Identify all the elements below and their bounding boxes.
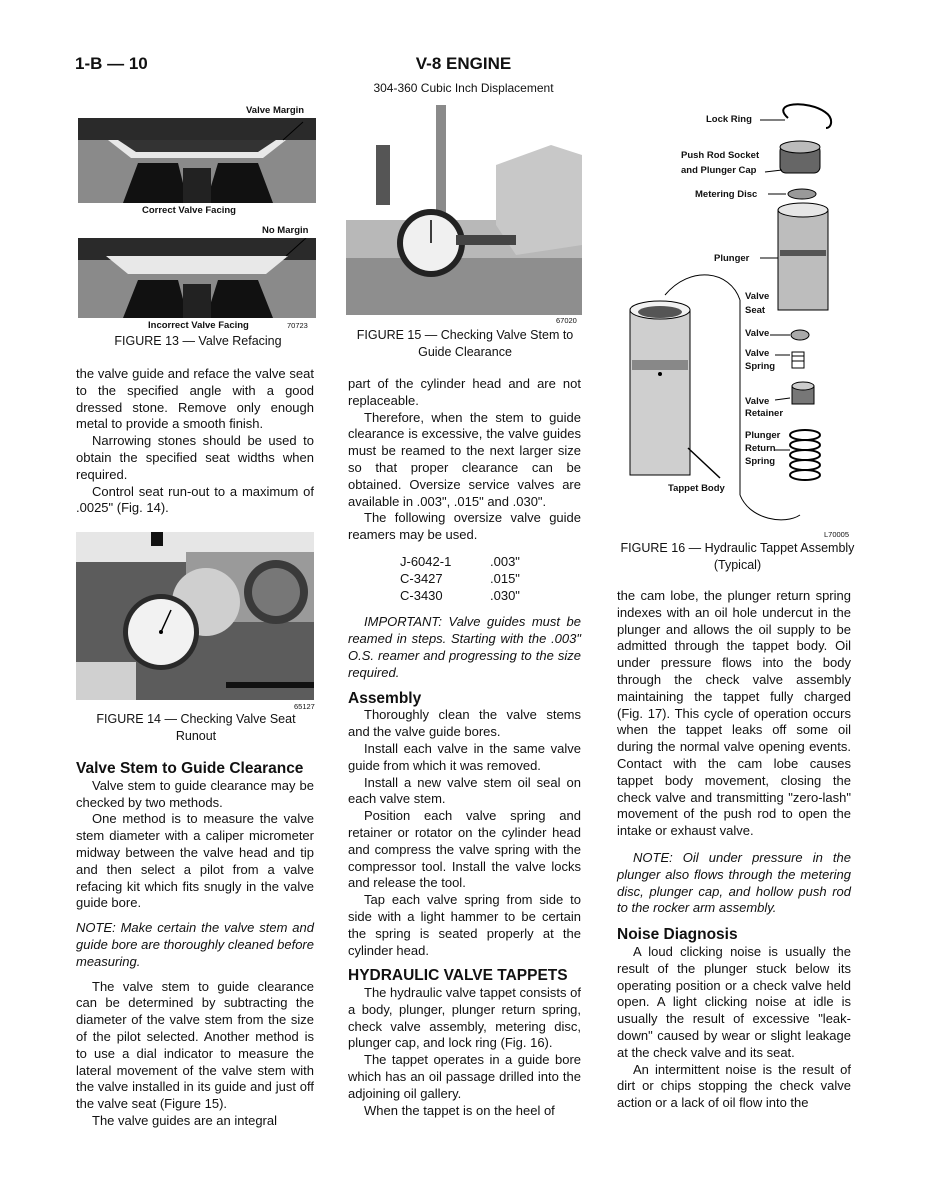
fig13-caption: FIGURE 13 — Valve Refacing <box>114 334 282 348</box>
reamer-row: J-6042-1 .003" <box>400 553 520 569</box>
reamer-table <box>348 554 581 604</box>
fig16-caption: FIGURE 16 — Hydraulic Tappet Assembly (Typical) <box>620 541 855 572</box>
col2-text <box>348 376 581 1119</box>
fig13-incorrect-valve-image <box>78 238 316 318</box>
fig14-photo <box>76 532 314 700</box>
col2-h2: The tappet operates in a guide bore which has an oil passage drilled into the adjoining oil gallery. <box>348 1052 581 1101</box>
col1-p5: One method is to measure the valve stem diameter with a caliper micrometer midway between the valve head and tip and then select a pilot from a valve refacing kit which fits snugly in the valve guide bore. <box>76 811 314 911</box>
col1-bottom-text <box>76 761 314 1130</box>
col2-heading-assembly: Assembly <box>348 689 422 707</box>
fig16-label-return-spring-2: Return <box>745 443 776 454</box>
fig16-label-valve-spring-2: Spring <box>745 361 776 372</box>
col3-heading: Noise Diagnosis <box>617 926 738 944</box>
col2-important: IMPORTANT: Valve guides must be reamed in steps. Starting with the .003" O.S. reamer and progressing to the size required. <box>348 614 581 680</box>
col1-p7: The valve guides are an integral <box>92 1112 278 1128</box>
fig13-label-no-margin: No Margin <box>262 225 309 236</box>
reamer-row: C-3427 .015" <box>400 570 520 586</box>
col2-p2: Therefore, when the stem to guide clearance is excessive, the valve guides must be reamed to the next larger size so that proper clearance can be obtained. Oversize service valves are available in .003", .015" and .030". <box>348 409 581 509</box>
col1-p3: Control seat run-out to a maximum of .0025" (Fig. 14). <box>76 483 314 516</box>
fig16-label-valve-spring-1: Valve <box>745 348 770 359</box>
col2-h3: When the tappet is on the heel of <box>364 1102 555 1118</box>
fig16-label-return-spring-3: Spring <box>745 456 776 467</box>
fig13-label-valve-margin: Valve Margin <box>246 105 305 116</box>
fig16-label-return-spring-1: Plunger <box>745 430 781 441</box>
col3-n2: An intermittent noise is the result of dirt or chips stopping the check valve action or a lack of oil flow into the <box>617 1061 851 1111</box>
col1-p2: Narrowing stones should be used to obtain the specified seat widths when required. <box>76 433 314 482</box>
col1-p1: the valve guide and reface the valve seat to the specified angle with a good dressed stone. Remove only enough metal to provide a smooth finish. <box>76 366 314 432</box>
fig13-label-correct: Correct Valve Facing <box>142 205 236 216</box>
page-number: 1-B — 10 <box>75 54 148 73</box>
col2-heading-tappets: HYDRAULIC VALVE TAPPETS <box>348 967 568 985</box>
page-title: V-8 ENGINE <box>415 54 512 73</box>
fig13-code: 70723 <box>287 321 308 330</box>
col2-h1: The hydraulic valve tappet consists of a body, plunger, plunger return spring, check valve assembly, metering disc, plunger cap, and lock ring (Fig. 16). <box>348 985 581 1051</box>
fig16-label-push-rod-socket: Push Rod Socket <box>681 150 760 161</box>
col2-a5: Tap each valve spring from side to side with a light hammer to be certain the spring is seated properly at the cylinder head. <box>348 892 581 958</box>
col1-p4: Valve stem to guide clearance may be checked by two methods. <box>76 777 314 810</box>
fig16-label-valve-seat-2: Seat <box>745 305 766 316</box>
col2-a1: Thoroughly clean the valve stems and the valve guide bores. <box>348 707 581 740</box>
fig16-code: L70005 <box>824 530 850 539</box>
fig16-label-tappet-body: Tappet Body <box>668 483 725 494</box>
col3-note: NOTE: Oil under pressure in the plunger also flows through the metering disc, plunger cap, and hollow push rod to the rocker arm assembly. <box>617 849 851 916</box>
fig13-label-incorrect: Incorrect Valve Facing <box>148 320 249 331</box>
fig16-label-plunger-cap: and Plunger Cap <box>681 165 757 176</box>
fig14-code: 65127 <box>294 702 315 711</box>
fig16-label-plunger: Plunger <box>714 253 750 264</box>
col2-a3: Install a new valve stem oil seal on each valve stem. <box>348 774 581 807</box>
col2-a2: Install each valve in the same valve guide from which it was removed. <box>348 740 581 773</box>
page-subtitle: 304-360 Cubic Inch Displacement <box>373 81 554 95</box>
col3-p1: the cam lobe, the plunger return spring indexes with an oil hole undercut in the plunger and allows the oil supply to be admitted through the tappet body. Oil under pressure flows into the body through the check valve assembly maintaining the tappet fully charged (Fig. 17). This cycle of operation occurs when the tappet leaks off some oil during the normal valve opening events. Contact with the cam lobe causes tappet body movement, closing the check valve and transmitting "zero-lash" movement of the push rod to open the intake or exhaust valve. <box>617 588 851 839</box>
fig15-code: 67020 <box>556 316 577 325</box>
col1-top-text <box>76 366 314 517</box>
fig16-label-valve: Valve <box>745 328 770 339</box>
reamer-row: C-3430 .030" <box>400 587 520 603</box>
col2-p1: part of the cylinder head and are not replaceable. <box>348 376 581 408</box>
fig15-caption: FIGURE 15 — Checking Valve Stem to Guide Clearance <box>356 328 574 359</box>
fig14-caption: FIGURE 14 — Checking Valve Seat Runout <box>96 712 296 743</box>
col2-a4: Position each valve spring and retainer or rotator on the cylinder head and compress the valve spring with the compressor tool. Install the valve locks and release the tool. <box>348 808 581 891</box>
fig16-label-lock-ring: Lock Ring <box>706 114 752 125</box>
fig16-label-valve-retainer-1: Valve <box>745 396 770 407</box>
fig15-photo <box>346 105 582 315</box>
col1-note: NOTE: Make certain the valve stem and guide bore are thoroughly cleaned before measuring. <box>76 920 314 969</box>
col1-p6: The valve stem to guide clearance can be determined by subtracting the diameter of the valve stem from the size of the pilot selected. Another method is to use a dial indicator to measure the lateral movement of the valve stem with the valve installed in its guide and just off the valve seat (Figure 15). <box>76 978 314 1112</box>
col2-p3: The following oversize valve guide reamers may be used. <box>348 510 581 543</box>
fig16-label-valve-retainer-2: Retainer <box>745 408 784 419</box>
fig16-label-metering-disc: Metering Disc <box>695 189 758 200</box>
fig16-label-valve-seat-1: Valve <box>745 291 770 302</box>
col3-n1: A loud clicking noise is usually the result of the plunger stuck below its operating position or a check valve held open. A light clicking noise at idle is usually the result of excessive "leak-down" caused by wear or slight leakage at the check valve and its seat. <box>617 943 851 1060</box>
col1-heading: Valve Stem to Guide Clearance <box>76 760 304 777</box>
col3-text <box>617 588 851 1112</box>
fig13-correct-valve-image <box>78 118 316 203</box>
